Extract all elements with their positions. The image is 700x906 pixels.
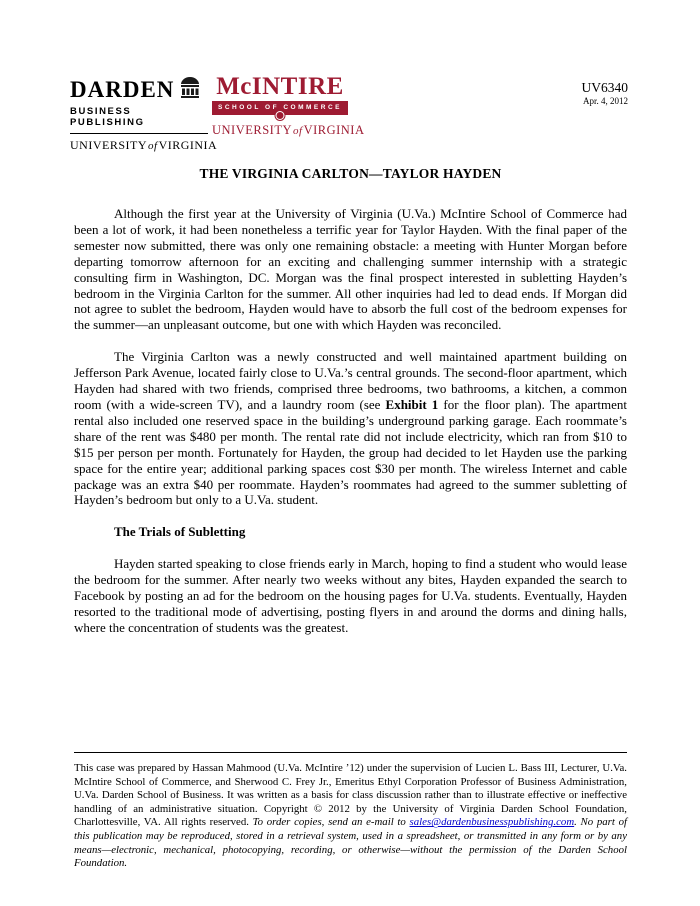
footer-attribution-text: This case was prepared by Hassan Mahmood (U.Va. McIntire ’12) under the supervision of Lucien L. Bass III, Lecturer, U.Va. McIntire School of Commerce, and Sherwood C. Frey Jr., Emeritus Ethyl Corporation Professor of Business Administration, U.Va. Darden School of Business. It was written as a basis for class discussion rather than to illustrate effective or ineffective handling of an administrative situation. Copyright © 2012 by the University of Virginia Darden School Foundation, Charlottesville, VA. All rights reserved. — [74, 762, 627, 829]
darden-wordmark — [70, 76, 208, 103]
mcintire-univ-of: of — [293, 125, 303, 137]
mcintire-univ-word: UNIVERSITY — [212, 123, 292, 137]
document-number: UV6340 — [581, 80, 628, 95]
darden-univ-word: UNIVERSITY — [70, 138, 147, 152]
mcintire-logo — [212, 73, 365, 138]
darden-university-line — [70, 133, 218, 153]
mcintire-virginia-word: VIRGINIA — [303, 123, 365, 137]
page-title: THE VIRGINIA CARLTON—TAYLOR HAYDEN — [199, 166, 502, 181]
copyright-footer — [74, 752, 627, 871]
darden-publishing-logo — [70, 76, 218, 153]
document-date: Apr. 4, 2012 — [583, 96, 628, 107]
paragraph-apartment — [74, 349, 627, 508]
darden-univ-of: of — [148, 140, 158, 152]
darden-virginia-word: VIRGINIA — [158, 138, 218, 152]
exhibit-reference: Exhibit 1 — [385, 396, 439, 412]
document-id-block — [582, 80, 629, 108]
darden-rotunda-icon — [179, 76, 201, 103]
mcintire-university-line — [212, 123, 365, 138]
paragraph-subletting-search: Hayden started speaking to close friends early in March, hoping to find a student who would lease the bedroom for the summer. After nearly two weeks without any bites, Hayden expanded the search to Facebook by posting an ad for the bedroom on the housing pages for U.Va. students. Eventually, Hayden resorted to the traditional mode of advertising, posting flyers in and around the dorms and dining halls, where the concentration of students was the greatest. — [74, 556, 627, 635]
sales-email-link[interactable]: sales@dardenbusinesspublishing.com — [409, 816, 575, 829]
darden-name: DARDEN — [70, 77, 175, 102]
mcintire-school-bar — [212, 101, 348, 115]
paragraph-intro: Although the first year at the University of Virginia (U.Va.) McIntire School of Commerce had been a lot of work, it had been nonetheless a terrific year for Taylor Hayden. With the final paper of the semester now submitted, there was only one remaining obstacle: a meeting with Hunter Morgan before departing tomorrow afternoon for an exciting and challenging summer internship with a strategic consulting firm in Washington, DC. Morgan was the final prospect interested in subletting Hayden’s bedroom in the Virginia Carlton for the summer. All other inquiries had led to dead ends. If Morgan did not agree to sublet the bedroom, Hayden would have to absorb the full cost of the bedroom expenses for the summer—an unpleasant outcome, but one with which Hayden was reconciled. — [74, 206, 627, 333]
footer-order-copies-text: To order copies, send an e-mail to — [252, 816, 410, 829]
paragraph-apartment-text-1: The Virginia Carlton was a newly constructed and well maintained apartment building on Jefferson Park Avenue, located fairly close to U.Va.’s central grounds. The second-floor apartment, which Hayden had shared with two friends, comprised three bedrooms, two bathrooms, a kitchen, a common room (with a wide-screen TV), and a laundry room (see — [74, 349, 627, 412]
mcintire-seal-icon — [276, 111, 285, 120]
document-body — [74, 206, 627, 652]
section-heading-trials-of-subletting: The Trials of Subletting — [114, 524, 246, 540]
footer-rights-text: . No part of this publication may be reproduced, stored in a retrieval system, used in a spreadsheet, or transmitted in any form or by any means—electronic, mechanical, photocopying, recording, or otherwise—without the permission of the Darden School Foundation. — [74, 816, 627, 870]
paragraph-apartment-text-2: for the floor plan). The apartment rental also included one reserved space in the building’s underground parking garage. Each roommate’s share of the rent was $480 per month. The rental rate did not include electricity, which ran from $10 to $15 per person per month. Fortunately for Hayden, the group had decided to let Hayden use the parking space for the entire year; additional parking spaces cost $30 per month. The wireless Internet and cable package was an extra $40 per roommate. Hayden’s roommates had agreed to the summer subletting of Hayden’s bedroom but only to a U.Va. student. — [74, 396, 627, 508]
footer-text — [74, 762, 627, 871]
darden-tagline: BUSINESS PUBLISHING — [70, 106, 145, 128]
mcintire-tagline: SCHOOL OF COMMERCE — [218, 104, 342, 111]
mcintire-name: McINTIRE — [216, 73, 344, 100]
